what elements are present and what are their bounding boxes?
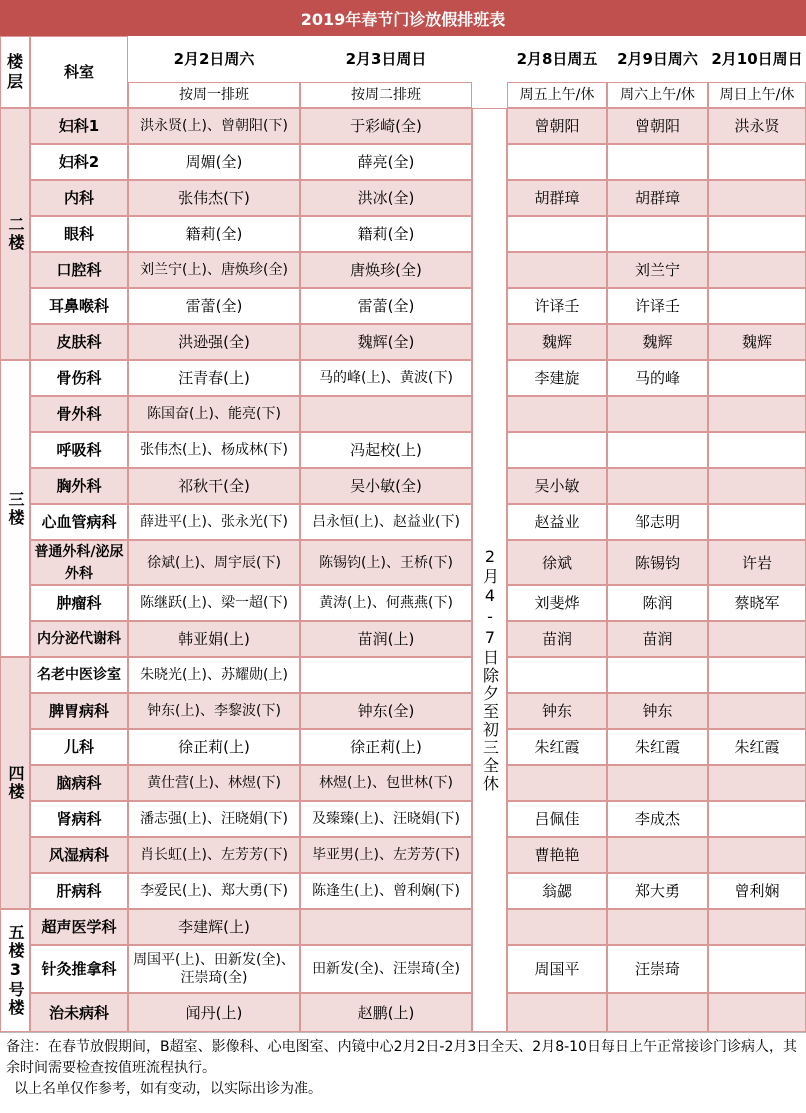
schedule-cell: 郑大勇 [607, 873, 708, 909]
dept-cell: 妇科2 [30, 144, 128, 180]
schedule-cell: 苗润 [507, 621, 607, 657]
schedule-cell: 徐正莉(上) [300, 729, 472, 765]
schedule-cell [708, 504, 806, 540]
floor-label: 五楼3号楼 [0, 909, 30, 1032]
schedule-cell [708, 252, 806, 288]
schedule-cell [708, 396, 806, 432]
schedule-cell [708, 180, 806, 216]
schedule-cell [708, 432, 806, 468]
schedule-cell: 周媚(全) [128, 144, 300, 180]
floor-label: 三楼 [0, 360, 30, 657]
schedule-cell: 汪青春(上) [128, 360, 300, 396]
schedule-cell [507, 657, 607, 693]
schedule-cell [708, 837, 806, 873]
schedule-cell: 冯起校(上) [300, 432, 472, 468]
schedule-cell [607, 837, 708, 873]
schedule-cell: 张伟杰(下) [128, 180, 300, 216]
schedule-cell [708, 765, 806, 801]
schedule-cell: 翁勰 [507, 873, 607, 909]
schedule-cell: 及臻臻(上)、汪晓娟(下) [300, 801, 472, 837]
schedule-cell [507, 909, 607, 945]
schedule-cell: 许译壬 [507, 288, 607, 324]
header-day-1: 2月2日周六 [128, 36, 300, 82]
header-floor: 楼层 [0, 36, 30, 108]
schedule-cell: 闻丹(上) [128, 993, 300, 1032]
schedule-cell: 汪崇琦 [607, 945, 708, 993]
schedule-cell: 李成杰 [607, 801, 708, 837]
schedule-cell: 魏辉 [607, 324, 708, 360]
schedule-cell [708, 621, 806, 657]
schedule-cell: 于彩崎(全) [300, 108, 472, 144]
header-day-4: 2月9日周六 [607, 36, 708, 82]
schedule-cell: 张伟杰(上)、杨成林(下) [128, 432, 300, 468]
schedule-cell: 周国平 [507, 945, 607, 993]
header-day-5: 2月10日周日 [708, 36, 806, 82]
schedule-cell: 徐斌 [507, 540, 607, 585]
dept-cell: 皮肤科 [30, 324, 128, 360]
schedule-cell: 刘兰宁(上)、唐焕珍(全) [128, 252, 300, 288]
dept-cell: 肾病科 [30, 801, 128, 837]
schedule-cell: 吕佩佳 [507, 801, 607, 837]
schedule-cell: 李建旋 [507, 360, 607, 396]
schedule-cell [300, 909, 472, 945]
schedule-cell: 韩亚娟(上) [128, 621, 300, 657]
schedule-cell [607, 993, 708, 1032]
dept-cell: 胸外科 [30, 468, 128, 504]
schedule-cell: 许译壬 [607, 288, 708, 324]
dept-cell: 儿科 [30, 729, 128, 765]
schedule-cell: 朱晓光(上)、苏耀勋(上) [128, 657, 300, 693]
schedule-cell: 刘斐烨 [507, 585, 607, 621]
schedule-cell: 吴小敏(全) [300, 468, 472, 504]
schedule-cell: 徐正莉(上) [128, 729, 300, 765]
schedule-cell: 黄涛(上)、何燕燕(下) [300, 585, 472, 621]
schedule-cell: 祁秋干(全) [128, 468, 300, 504]
schedule-cell: 赵鹏(上) [300, 993, 472, 1032]
dept-cell: 肿瘤科 [30, 585, 128, 621]
table-title: 2019年春节门诊放假排班表 [0, 0, 806, 36]
header-day-2-rule: 按周二排班 [300, 82, 472, 108]
schedule-cell: 马的峰(上)、黄波(下) [300, 360, 472, 396]
holiday-notice: 2月4-7日除夕至初三全休 [472, 108, 507, 1032]
schedule-cell: 蔡晓军 [708, 585, 806, 621]
schedule-cell [507, 432, 607, 468]
schedule-cell [708, 693, 806, 729]
dept-cell: 肝病科 [30, 873, 128, 909]
floor-label: 四楼 [0, 657, 30, 909]
schedule-cell [708, 993, 806, 1032]
dept-cell: 口腔科 [30, 252, 128, 288]
dept-cell: 呼吸科 [30, 432, 128, 468]
dept-cell: 脾胃病科 [30, 693, 128, 729]
schedule-cell [708, 657, 806, 693]
header-day-3: 2月8日周五 [507, 36, 607, 82]
schedule-cell: 曾朝阳 [607, 108, 708, 144]
schedule-cell: 籍莉(全) [128, 216, 300, 252]
header-day-1-rule: 按周一排班 [128, 82, 300, 108]
dept-cell: 名老中医诊室 [30, 657, 128, 693]
schedule-cell [607, 657, 708, 693]
schedule-cell: 肖长虹(上)、左芳芳(下) [128, 837, 300, 873]
dept-cell: 骨外科 [30, 396, 128, 432]
schedule-cell [708, 909, 806, 945]
schedule-cell: 许岩 [708, 540, 806, 585]
schedule-cell: 曹艳艳 [507, 837, 607, 873]
schedule-cell: 薛亮(全) [300, 144, 472, 180]
schedule-cell: 胡群璋 [507, 180, 607, 216]
dept-cell: 普通外科/泌尿外科 [30, 540, 128, 585]
schedule-cell [607, 765, 708, 801]
floor-label: 二楼 [0, 108, 30, 360]
schedule-cell: 吴小敏 [507, 468, 607, 504]
schedule-cell [507, 765, 607, 801]
schedule-cell [607, 144, 708, 180]
schedule-cell: 曾利娴 [708, 873, 806, 909]
schedule-cell: 赵益业 [507, 504, 607, 540]
schedule-cell [708, 288, 806, 324]
schedule-cell [607, 396, 708, 432]
schedule-cell: 周国平(上)、田新发(全)、汪崇琦(全) [128, 945, 300, 993]
dept-cell: 耳鼻喉科 [30, 288, 128, 324]
schedule-cell: 李建辉(上) [128, 909, 300, 945]
schedule-cell [300, 396, 472, 432]
schedule-cell [708, 216, 806, 252]
schedule-cell: 曾朝阳 [507, 108, 607, 144]
schedule-cell: 钟东 [607, 693, 708, 729]
schedule-cell: 朱红霞 [607, 729, 708, 765]
header-dept: 科室 [30, 36, 128, 108]
schedule-cell: 魏辉 [507, 324, 607, 360]
schedule-cell: 洪冰(全) [300, 180, 472, 216]
schedule-cell: 籍莉(全) [300, 216, 472, 252]
schedule-cell: 陈锡钧 [607, 540, 708, 585]
schedule-cell: 雷蕾(全) [128, 288, 300, 324]
schedule-cell: 陈锡钧(上)、王桥(下) [300, 540, 472, 585]
schedule-cell: 马的峰 [607, 360, 708, 396]
dept-cell: 脑病科 [30, 765, 128, 801]
dept-cell: 针灸推拿科 [30, 945, 128, 993]
schedule-cell [607, 909, 708, 945]
schedule-cell [507, 993, 607, 1032]
dept-cell: 眼科 [30, 216, 128, 252]
schedule-cell: 田新发(全)、汪崇琦(全) [300, 945, 472, 993]
schedule-cell [607, 216, 708, 252]
header-gap [472, 36, 507, 108]
schedule-cell: 洪逊强(全) [128, 324, 300, 360]
dept-cell: 风湿病科 [30, 837, 128, 873]
schedule-cell: 魏辉 [708, 324, 806, 360]
schedule-cell [507, 144, 607, 180]
schedule-cell: 苗润(上) [300, 621, 472, 657]
schedule-cell [708, 144, 806, 180]
schedule-cell [507, 396, 607, 432]
dept-cell: 治未病科 [30, 993, 128, 1032]
schedule-cell: 陈国奋(上)、能亮(下) [128, 396, 300, 432]
schedule-cell: 朱红霞 [507, 729, 607, 765]
dept-cell: 妇科1 [30, 108, 128, 144]
schedule-cell: 潘志强(上)、汪晓娟(下) [128, 801, 300, 837]
note-line-1: 备注：在春节放假期间，B超室、影像科、心电图室、内镜中心2月2日-2月3日全天、2月8-10日每日上午正常接诊门诊病人，其余时间需要检查按值班流程执行。 [6, 1039, 797, 1076]
schedule-cell: 钟东(上)、李黎波(下) [128, 693, 300, 729]
schedule-cell [300, 657, 472, 693]
schedule-cell [607, 432, 708, 468]
schedule-cell: 朱红霞 [708, 729, 806, 765]
header-day-5-rule: 周日上午/休 [708, 82, 806, 108]
schedule-cell: 唐焕珍(全) [300, 252, 472, 288]
note-line-2: 以上名单仅作参考，如有变动，以实际出诊为准。 [14, 1081, 322, 1097]
schedule-cell: 钟东(全) [300, 693, 472, 729]
schedule-cell [708, 468, 806, 504]
schedule-cell [507, 216, 607, 252]
schedule-cell [708, 360, 806, 396]
schedule-cell: 徐斌(上)、周宇辰(下) [128, 540, 300, 585]
schedule-cell [708, 945, 806, 993]
header-day-2: 2月3日周日 [300, 36, 472, 82]
schedule-cell: 陈继跃(上)、梁一超(下) [128, 585, 300, 621]
schedule-cell: 陈润 [607, 585, 708, 621]
dept-cell: 骨伤科 [30, 360, 128, 396]
header-day-3-rule: 周五上午/休 [507, 82, 607, 108]
schedule-cell [708, 801, 806, 837]
schedule-cell: 魏辉(全) [300, 324, 472, 360]
schedule-cell: 李爱民(上)、郑大勇(下) [128, 873, 300, 909]
dept-cell: 心血管病科 [30, 504, 128, 540]
schedule-cell: 苗润 [607, 621, 708, 657]
schedule-cell: 钟东 [507, 693, 607, 729]
dept-cell: 内科 [30, 180, 128, 216]
schedule-cell: 胡群璋 [607, 180, 708, 216]
schedule-cell: 黄仕营(上)、林煜(下) [128, 765, 300, 801]
schedule-cell: 雷蕾(全) [300, 288, 472, 324]
schedule-cell: 毕亚男(上)、左芳芳(下) [300, 837, 472, 873]
schedule-cell: 林煜(上)、包世林(下) [300, 765, 472, 801]
schedule-cell [507, 252, 607, 288]
schedule-cell: 陈逢生(上)、曾利娴(下) [300, 873, 472, 909]
schedule-cell: 邹志明 [607, 504, 708, 540]
schedule-cell [607, 468, 708, 504]
schedule-cell: 吕永恒(上)、赵益业(下) [300, 504, 472, 540]
dept-cell: 内分泌代谢科 [30, 621, 128, 657]
schedule-cell: 薛进平(上)、张永光(下) [128, 504, 300, 540]
dept-cell: 超声医学科 [30, 909, 128, 945]
schedule-cell: 洪永贤(上)、曾朝阳(下) [128, 108, 300, 144]
schedule-cell: 洪永贤 [708, 108, 806, 144]
schedule-cell: 刘兰宁 [607, 252, 708, 288]
header-day-4-rule: 周六上午/休 [607, 82, 708, 108]
notes [0, 1032, 806, 1113]
